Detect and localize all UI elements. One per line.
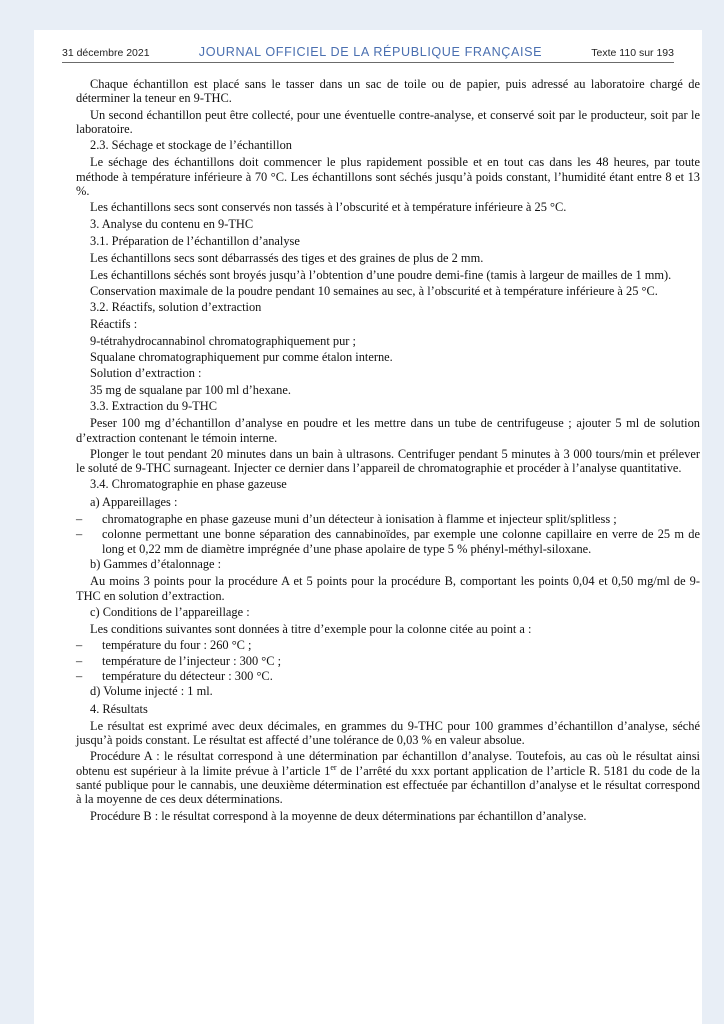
body-paragraph: Un second échantillon peut être collecté, pour une éventuelle contre-analyse, et conservé soit par le producteur, soit par le laboratoire. bbox=[76, 107, 700, 136]
body-paragraph: Le résultat est exprimé avec deux décimales, en grammes du 9-THC pour 100 grammes d’échantillon d’analyse, séché jusqu’à poids constant. Le résultat est affecté d’une tolérance de 0,03 % en valeur absolue. bbox=[76, 718, 700, 748]
list-dash: – bbox=[76, 668, 83, 683]
list-item bbox=[76, 527, 700, 556]
body-paragraph: Procédure A : le résultat correspond à une détermination par échantillon d’analyse. Toutefois, au cas où le résultat ainsi obtenu est supérieur à la limite prévue à l’article 1er de l’arrêté du xxx portant application de l’article R. 5181 du code de la santé publique pour le cannabis, une deuxième détermination est effectuée par échantillon d’analyse et le résultat correspond à la moyenne de ces deux déterminations. bbox=[76, 749, 700, 807]
list-dash: – bbox=[76, 653, 83, 668]
page-header bbox=[62, 39, 674, 59]
section-heading: c) Conditions de l’appareillage : bbox=[90, 604, 250, 619]
list-dash: – bbox=[76, 512, 83, 527]
body-paragraph: Les échantillons séchés sont broyés jusqu’à l’obtention d’une poudre demi-fine (tamis à largeur de mailles de 1 mm). bbox=[90, 267, 672, 282]
document-body bbox=[76, 77, 700, 825]
body-paragraph: Chaque échantillon est placé sans le tasser dans un sac de toile ou de papier, puis adressé au laboratoire chargé de déterminer la teneur en 9-THC. bbox=[76, 77, 700, 106]
section-heading: b) Gammes d’étalonnage : bbox=[90, 556, 222, 571]
section-heading: d) Volume injecté : 1 ml. bbox=[90, 684, 213, 699]
body-paragraph: Réactifs : bbox=[90, 317, 138, 332]
body-paragraph: Le séchage des échantillons doit commencer le plus rapidement possible et en tout cas dans les 48 heures, par toute méthode à température inférieure à 70 °C. Les échantillons sont séchés jusqu’à poids constant, l’humidité étant entre 8 et 13 %. bbox=[76, 155, 700, 199]
list-item bbox=[76, 669, 700, 683]
journal-title: JOURNAL OFFICIEL DE LA RÉPUBLIQUE FRANÇAISE bbox=[198, 45, 543, 59]
body-paragraph: Procédure B : le résultat correspond à la moyenne de deux déterminations par échantillon d’analyse. bbox=[90, 808, 587, 823]
list-item bbox=[76, 654, 700, 668]
list-dash: – bbox=[76, 527, 83, 542]
body-paragraph: Plonger le tout pendant 20 minutes dans un bain à ultrasons. Centrifuger pendant 5 minutes à 3 000 tours/min et prélever le soluté de 9-THC surnageant. Injecter ce dernier dans l’appareil de chromatographie et procéder à l’analyse quantitative. bbox=[76, 446, 700, 476]
body-paragraph: Solution d’extraction : bbox=[90, 366, 202, 381]
header-rule bbox=[62, 62, 674, 63]
page-indicator: Texte 110 sur 193 bbox=[591, 47, 674, 59]
section-heading: 3.1. Préparation de l’échantillon d’analyse bbox=[90, 233, 300, 248]
list-item-text: colonne permettant une bonne séparation des cannabinoïdes, par exemple une colonne capillaire en verre de 25 m de long et 0,22 mm de diamètre imprégnée d’une phase apolaire de type 5 % phényl-méthyl-siloxane. bbox=[102, 527, 700, 556]
body-paragraph: Peser 100 mg d’échantillon d’analyse en poudre et les mettre dans un tube de centrifugeuse ; ajouter 5 ml de solution d’extraction contenant le témoin interne. bbox=[76, 416, 700, 445]
section-heading: 3. Analyse du contenu en 9-THC bbox=[90, 216, 254, 231]
section-heading: 3.4. Chromatographie en phase gazeuse bbox=[90, 477, 287, 492]
body-paragraph: Conservation maximale de la poudre pendant 10 semaines au sec, à l’obscurité et à température inférieure à 25 °C. bbox=[90, 283, 658, 298]
list-dash: – bbox=[76, 638, 83, 653]
body-paragraph: Au moins 3 points pour la procédure A et 5 points pour la procédure B, comportant les points 0,04 et 0,50 mg/ml de 9-THC en solution d’extraction. bbox=[76, 574, 700, 603]
body-paragraph: 9-tétrahydrocannabinol chromatographiquement pur ; bbox=[90, 333, 356, 348]
list-item-text: température du four : 260 °C ; bbox=[102, 638, 252, 653]
body-paragraph: Les échantillons secs sont débarrassés des tiges et des graines de plus de 2 mm. bbox=[90, 251, 484, 266]
body-paragraph: Les échantillons secs sont conservés non tassés à l’obscurité et à température inférieure à 25 °C. bbox=[90, 200, 567, 215]
section-heading: 4. Résultats bbox=[90, 701, 148, 716]
body-paragraph: Les conditions suivantes sont données à titre d’exemple pour la colonne citée au point a : bbox=[90, 622, 532, 637]
list-item-text: chromatographe en phase gazeuse muni d’un détecteur à ionisation à flamme et injecteur split/splitless ; bbox=[102, 512, 617, 527]
list-item bbox=[76, 638, 700, 652]
list-item bbox=[76, 512, 700, 526]
section-heading: a) Appareillages : bbox=[90, 494, 178, 509]
section-heading: 2.3. Séchage et stockage de l’échantillon bbox=[90, 138, 292, 153]
body-paragraph: Squalane chromatographiquement pur comme étalon interne. bbox=[90, 350, 393, 365]
list-item-text: température du détecteur : 300 °C. bbox=[102, 668, 273, 683]
section-heading: 3.3. Extraction du 9-THC bbox=[90, 398, 217, 413]
document-page bbox=[34, 30, 702, 1024]
section-heading: 3.2. Réactifs, solution d’extraction bbox=[90, 300, 262, 315]
body-paragraph: 35 mg de squalane par 100 ml d’hexane. bbox=[90, 382, 291, 397]
header-date: 31 décembre 2021 bbox=[62, 47, 150, 59]
list-item-text: température de l’injecteur : 300 °C ; bbox=[102, 653, 282, 668]
